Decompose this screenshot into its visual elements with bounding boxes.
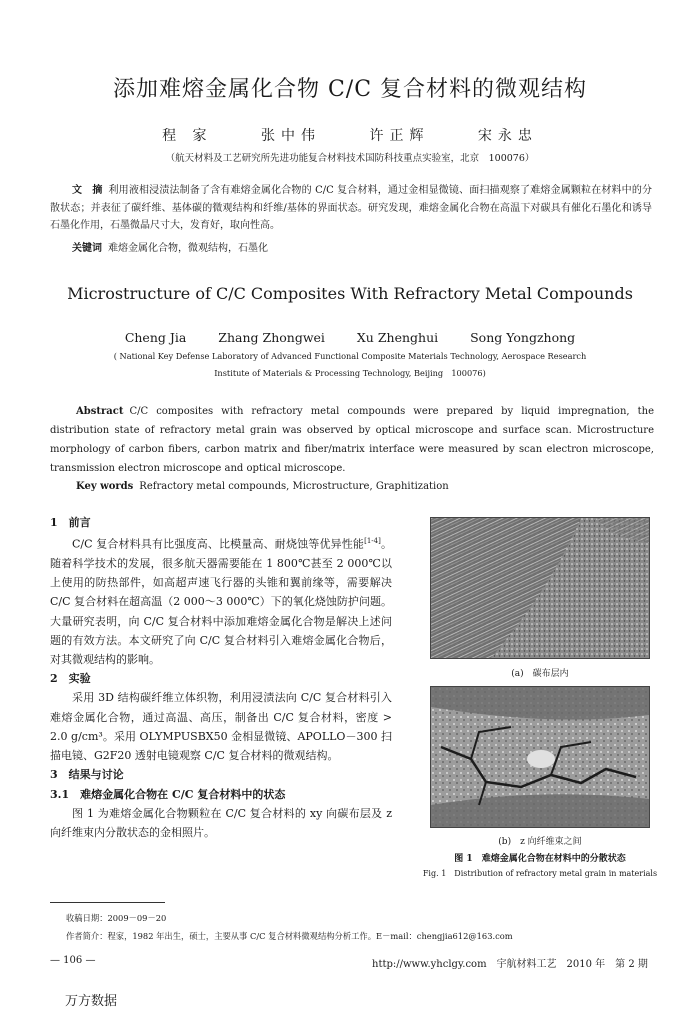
footnote-divider: [50, 902, 165, 903]
cn-keywords-text: 难熔金属化合物，微观结构，石墨化: [108, 243, 268, 254]
section-1-paragraph: [50, 532, 392, 669]
figure-a-micrograph: [430, 517, 650, 659]
page-number: — 106 —: [50, 955, 96, 966]
en-author: Cheng Jia: [124, 330, 187, 345]
section-1-text-b: 。随着科学技术的发展，很多航天器需要能在 1 800℃甚至 2 000℃以上使用的防热部件，如高超声速飞行器的头锥和翼前缘等，需要解决 C/C 复合材料在超高温（2 000～3 000℃）下的氧化烧蚀防护问题。大量研究表明，向 C/C 复合材料中添加难熔金属化合物是解决上述问题的有效方法。本文研究了向 C/C 复合材料引入难熔金属化合物后，对其微观结构的影响。: [50, 537, 392, 667]
cn-abstract: [50, 182, 652, 235]
figure-1-caption-cn: 图 1 难熔金属化合物在材料中的分散状态: [454, 854, 626, 864]
section-2-title: 2 实验: [50, 672, 91, 686]
en-author: Song Yongzhong: [470, 330, 576, 345]
cn-keywords: [72, 240, 652, 258]
body-left-column: [50, 513, 392, 842]
citation-ref: [1-4]: [364, 537, 381, 546]
cn-title: 添加难熔金属化合物 C/C 复合材料的微观结构: [112, 77, 588, 102]
cn-authors: [0, 125, 700, 145]
author-note: 作者简介：程家，1982 年出生，硕士，主要从事 C/C 复合材料微观结构分析工作。E－mail：chengjia612@163.com: [66, 931, 513, 941]
en-affiliation: [0, 348, 700, 382]
cn-abstract-text: 利用液相浸渍法制备了含有难熔金属化合物的 C/C 复合材料，通过金相显微镜、面扫描观察了难熔金属颗粒在材料中的分散状态；并表征了碳纤维、基体碳的微观结构和纤维/基体的界面状态。研究发现，难熔金属化合物在高温下对碳具有催化石墨化和诱导石墨化作用，石墨微晶尺寸大，发育好，取向性高。: [50, 185, 653, 231]
cn-abstract-label: 文 摘: [72, 185, 103, 196]
figure-b-caption: (b) z 向纤维束之间: [498, 837, 582, 847]
en-keywords: [76, 477, 654, 496]
section-3-title: 3 结果与讨论: [50, 768, 124, 782]
figure-1-caption-en: Fig. 1 Distribution of refractory metal grain in materials: [422, 869, 658, 878]
cn-author: 许正辉: [369, 128, 430, 144]
cn-author: 程 家: [162, 128, 213, 144]
section-1-text-a: C/C 复合材料具有比强度高、比模量高、耐烧蚀等优异性能: [72, 537, 365, 551]
en-title: Microstructure of C/C Composites With Refractory Metal Compounds: [67, 284, 633, 303]
cn-affiliation: （航天材料及工艺研究所先进功能复合材料技术国防科技重点实验室，北京 100076）: [165, 153, 535, 164]
en-authors: [0, 330, 700, 345]
figure-b-micrograph: [430, 686, 650, 828]
cn-keywords-label: 关键词: [72, 243, 102, 254]
cn-author: 宋永忠: [477, 128, 538, 144]
en-abstract: [50, 402, 654, 478]
section-3-1-paragraph: 图 1 为难熔金属化合物颗粒在 C/C 复合材料的 xy 向碳布层及 z 向纤维束内分散状态的金相照片。: [50, 806, 392, 839]
section-2-paragraph: 采用 3D 结构碳纤维立体织物，利用浸渍法向 C/C 复合材料引入难熔金属化合物，通过高温、高压，制备出 C/C 复合材料，密度 > 2.0 g/cm³。采用 OLYMPUSBX50 金相显微镜、APOLLO－300 扫描电镜、G2F20 透射电镜观察 C/C 复合材料的微观结构。: [50, 691, 392, 763]
en-keywords-text: Refractory metal compounds, Microstructure, Graphitization: [139, 481, 449, 492]
figure-a-caption: (a) 碳布层内: [511, 669, 569, 679]
watermark: 万方数据: [65, 994, 118, 1009]
en-keywords-label: Key words: [76, 481, 134, 492]
en-affiliation-line-1: ( National Key Defense Laboratory of Advanced Functional Composite Materials Technology, Aerospace Research: [113, 351, 587, 361]
en-abstract-text: C/C composites with refractory metal compounds were prepared by liquid impregnation, the distribution state of refractory metal grain was observed by optical microscope and surface scan. Microstructure morphology of carbon fibers, carbon matrix and fiber/matrix interface were measured by scan electron microscope, transmission electron microscope and optical microscope.: [50, 406, 654, 474]
en-abstract-label: Abstract: [76, 406, 124, 417]
section-1-title: 1 前言: [50, 516, 91, 529]
en-author: Zhang Zhongwei: [218, 330, 325, 345]
cn-author: 张中伟: [261, 128, 321, 144]
en-affiliation-line-2: Institute of Materials & Processing Technology, Beijing 100076): [214, 368, 486, 378]
received-date: 收稿日期：2009－09－20: [66, 913, 167, 923]
journal-info: http://www.yhclgy.com 宇航材料工艺 2010 年 第 2 期: [372, 959, 648, 970]
en-author: Xu Zhenghui: [356, 330, 439, 345]
section-3-1-title: 3.1 难熔金属化合物在 C/C 复合材料中的状态: [50, 787, 286, 801]
